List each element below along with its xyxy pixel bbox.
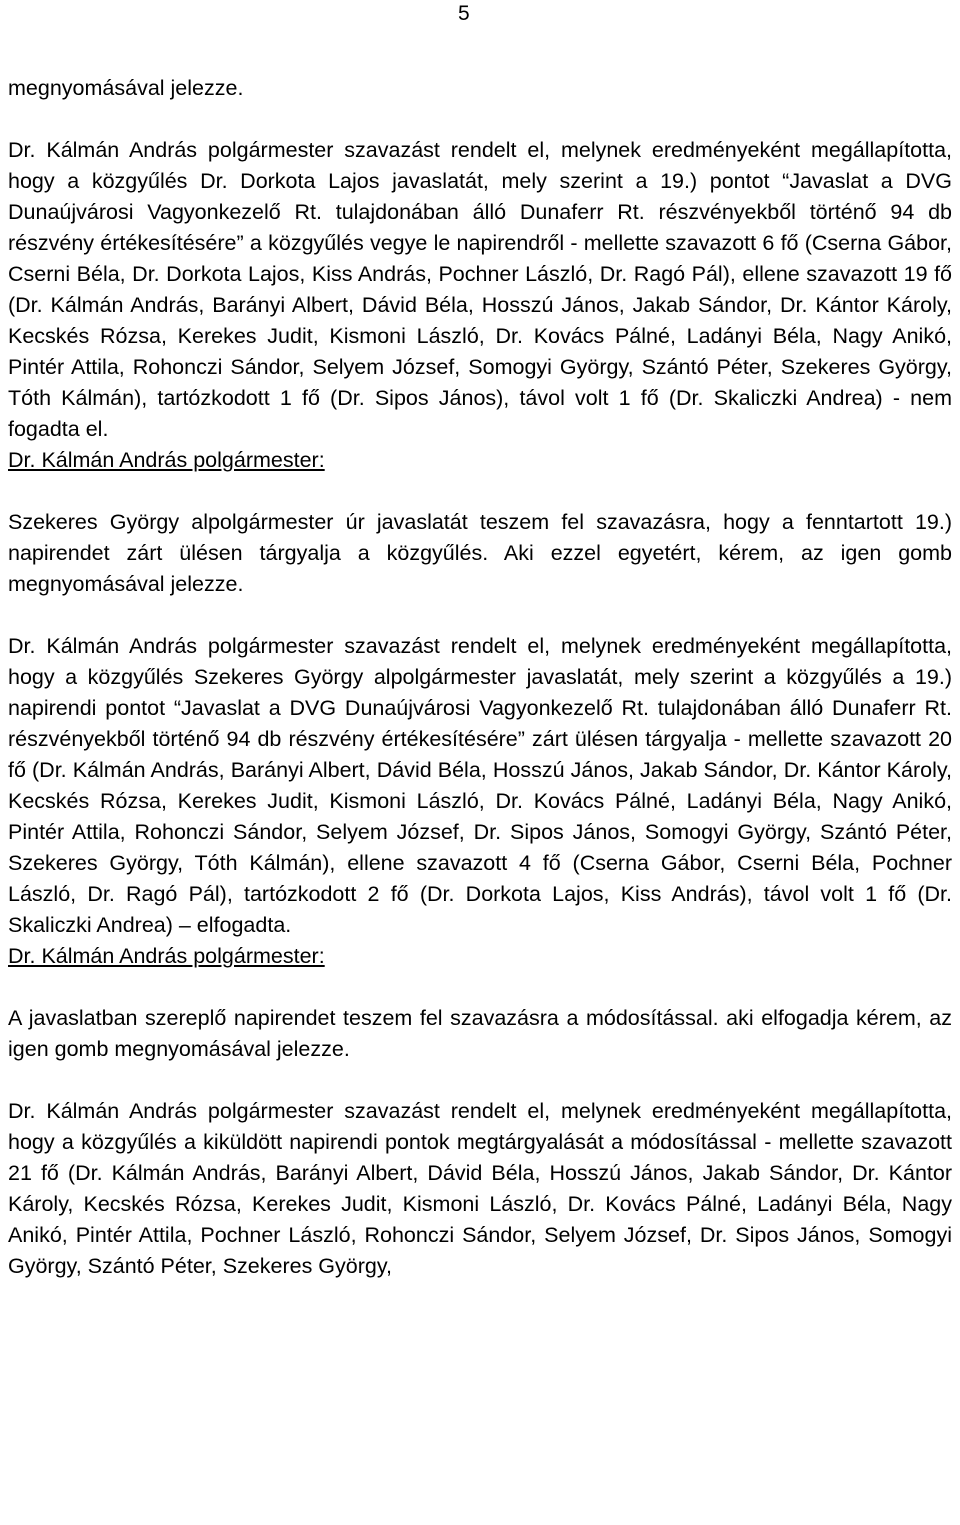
paragraph: megnyomásával jelezze. [8, 76, 244, 100]
vote-result-paragraph: Dr. Kálmán András polgármester szavazást rendelt el, melynek eredményeként megállapította, hogy a közgyűlés Szekeres György alpolgármester javaslatát, mely szerint a közgyűlés a 19.) napirendi pontot “Javaslat a DVG Dunaújvárosi Vagyonkezelő Rt. tulajdonában álló Dunaferr Rt. részvényekből történő 94 db részvény értékesítésére” zárt ülésen tárgyalja - mellette szavazott 20 fő (Dr. Kálmán András, Barányi Albert, Dávid Béla, Hosszú János, Jakab Sándor, Dr. Kántor Károly, Kecskés Rózsa, Kerekes Judit, Kismoni László, Dr. Kovács Pálné, Ladányi Béla, Nagy Anikó, Pintér Attila, Rohonczi Sándor, Selyem József, Dr. Sipos János, Somogyi György, Szántó Péter, Szekeres György, Tóth Kálmán), ellene szavazott 4 fő (Cserna Gábor, Cserni Béla, Pochner László, Dr. Ragó Pál), tartózkodott 2 fő (Dr. Dorkota Lajos, Kiss András), távol volt 1 fő (Dr. Skaliczki Andrea) – elfogadta. [8, 634, 952, 937]
vote-result-paragraph: Dr. Kálmán András polgármester szavazást rendelt el, melynek eredményeként megállapította, hogy a közgyűlés a kiküldött napirendi pontok megtárgyalását a módosítással - mellette szavazott 21 fő (Dr. Kálmán András, Barányi Albert, Dávid Béla, Hosszú János, Jakab Sándor, Dr. Kántor Károly, Kecskés Rózsa, Kerekes Judit, Kismoni László, Dr. Kovács Pálné, Ladányi Béla, Nagy Anikó, Pintér Attila, Pochner László, Rohonczi Sándor, Selyem József, Dr. Sipos János, Somogyi György, Szántó Péter, Szekeres György, [8, 1099, 952, 1278]
document-body [8, 73, 952, 1282]
speaker-heading: Dr. Kálmán András polgármester: [8, 944, 325, 968]
page-number: 5 [458, 2, 470, 25]
speech-paragraph: A javaslatban szereplő napirendet teszem fel szavazásra a módosítással. aki elfogadja kérem, az igen gomb megnyomásával jelezze. [8, 1006, 952, 1061]
speaker-heading: Dr. Kálmán András polgármester: [8, 448, 325, 472]
speech-paragraph: Szekeres György alpolgármester úr javaslatát teszem fel szavazásra, hogy a fenntartott 19.) napirendet zárt ülésen tárgyalja a közgyűlés. Aki ezzel egyetért, kérem, az igen gomb megnyomásával jelezze. [8, 510, 952, 596]
vote-result-paragraph: Dr. Kálmán András polgármester szavazást rendelt el, melynek eredményeként megállapította, hogy a közgyűlés Dr. Dorkota Lajos javaslatát, mely szerint a 19.) pontot “Javaslat a DVG Dunaújvárosi Vagyonkezelő Rt. tulajdonában álló Dunaferr Rt. részvényekből történő 94 db részvény értékesítésére” a közgyűlés vegye le napirendről - mellette szavazott 6 fő (Cserna Gábor, Cserni Béla, Dr. Dorkota Lajos, Kiss András, Pochner László, Dr. Ragó Pál), ellene szavazott 19 fő (Dr. Kálmán András, Barányi Albert, Dávid Béla, Hosszú János, Jakab Sándor, Dr. Kántor Károly, Kecskés Rózsa, Kerekes Judit, Kismoni László, Dr. Kovács Pálné, Ladányi Béla, Nagy Anikó, Pintér Attila, Rohonczi Sándor, Selyem József, Somogyi György, Szántó Péter, Szekeres György, Tóth Kálmán), tartózkodott 1 fő (Dr. Sipos János), távol volt 1 fő (Dr. Skaliczki Andrea) - nem fogadta el. [8, 138, 952, 441]
